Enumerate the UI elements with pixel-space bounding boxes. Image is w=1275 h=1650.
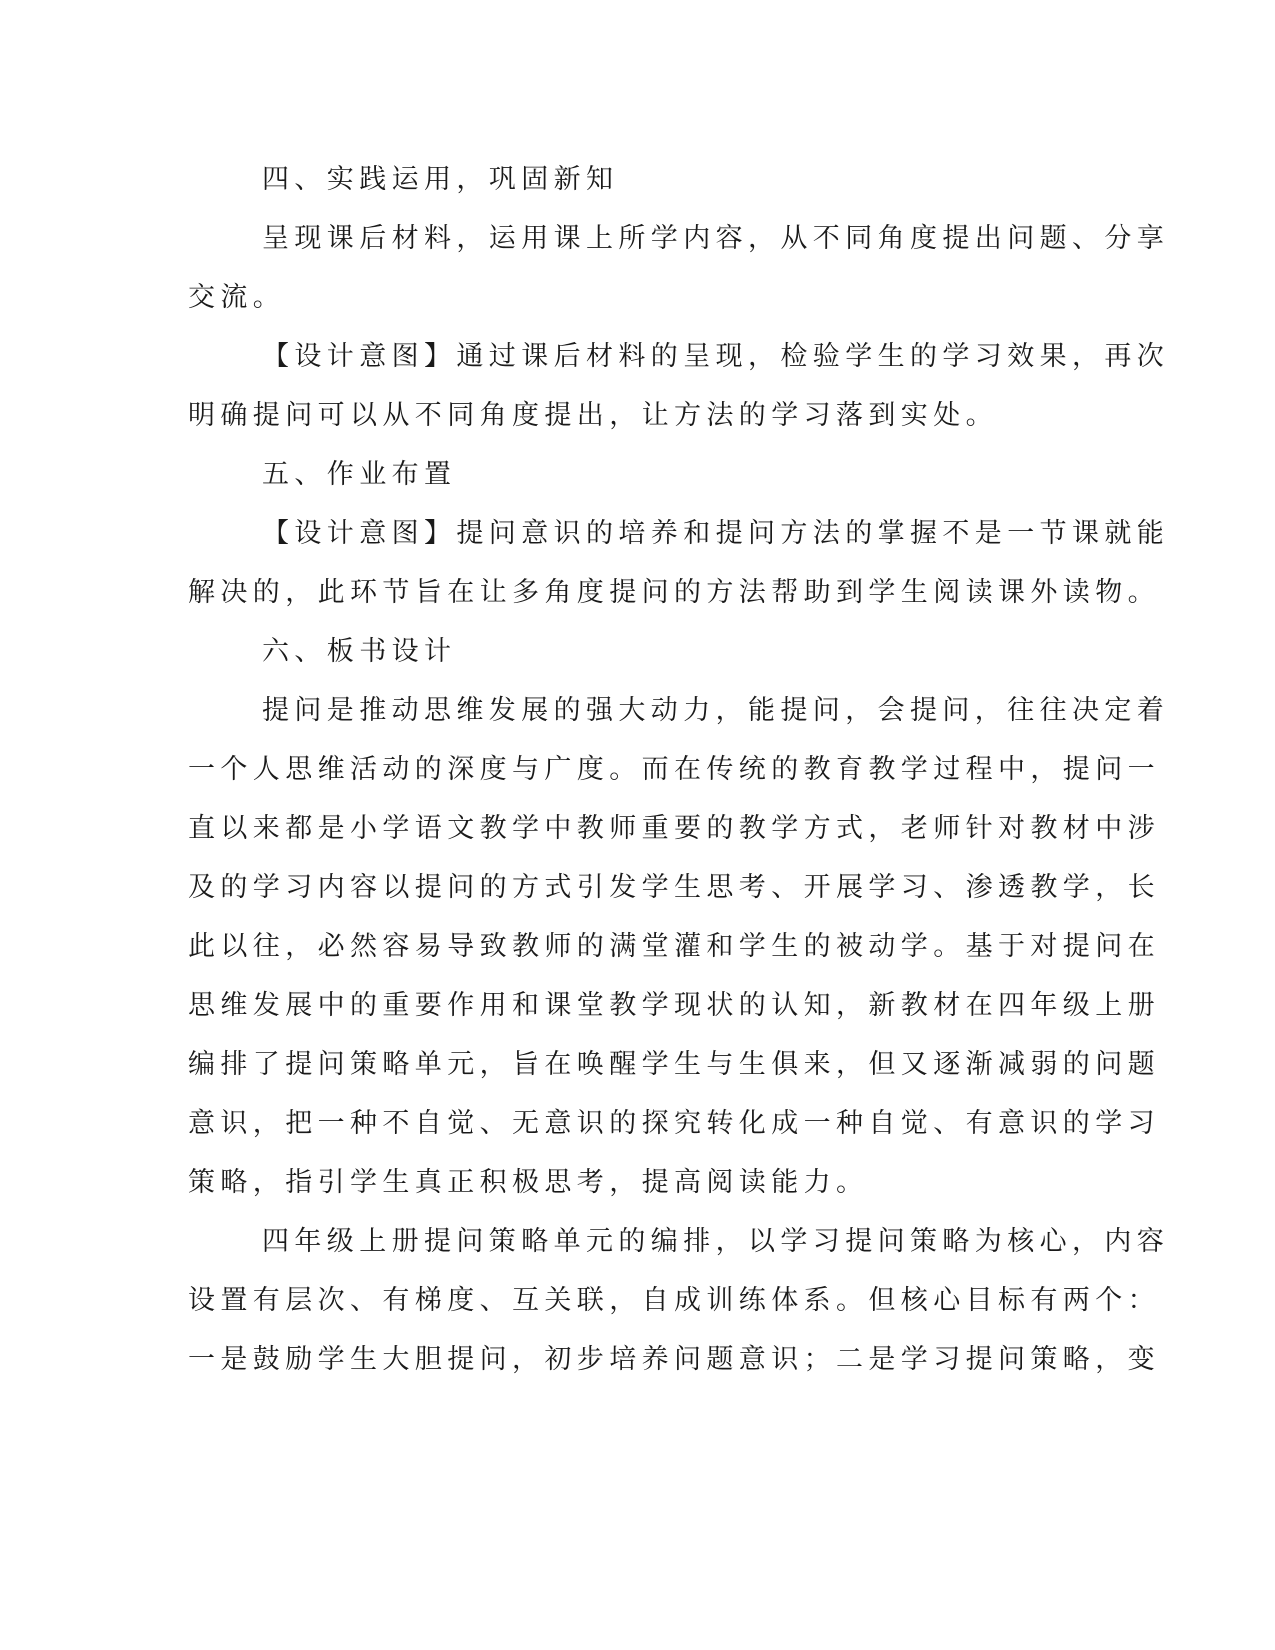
design-intent-line: 【设计意图】提问意识的培养和提问方法的掌握不是一节课就能 bbox=[262, 518, 1170, 549]
paragraph-line: 交流。 bbox=[188, 282, 286, 313]
paragraph-line: 意识，把一种不自觉、无意识的探究转化成一种自觉、有意识的学习 bbox=[188, 1108, 1160, 1139]
paragraph-line: 提问是推动思维发展的强大动力，能提问，会提问，往往决定着 bbox=[262, 695, 1170, 726]
paragraph-line: 解决的，此环节旨在让多角度提问的方法帮助到学生阅读课外读物。 bbox=[188, 577, 1160, 608]
paragraph-line: 策略，指引学生真正积极思考，提高阅读能力。 bbox=[188, 1167, 869, 1198]
paragraph-line: 直以来都是小学语文教学中教师重要的教学方式，老师针对教材中涉 bbox=[188, 813, 1160, 844]
paragraph-line: 明确提问可以从不同角度提出，让方法的学习落到实处。 bbox=[188, 400, 998, 431]
section-heading-practice: 四、实践运用，巩固新知 bbox=[262, 164, 619, 195]
section-heading-homework: 五、作业布置 bbox=[262, 459, 457, 490]
paragraph-line: 呈现课后材料，运用课上所学内容，从不同角度提出问题、分享 bbox=[262, 223, 1170, 254]
paragraph-line: 一个人思维活动的深度与广度。而在传统的教育教学过程中，提问一 bbox=[188, 754, 1160, 785]
paragraph-line: 思维发展中的重要作用和课堂教学现状的认知，新教材在四年级上册 bbox=[188, 990, 1160, 1021]
design-intent-line: 【设计意图】通过课后材料的呈现，检验学生的学习效果，再次 bbox=[262, 341, 1170, 372]
section-heading-board-design: 六、板书设计 bbox=[262, 636, 457, 667]
paragraph-line: 此以往，必然容易导致教师的满堂灌和学生的被动学。基于对提问在 bbox=[188, 931, 1160, 962]
paragraph-line: 及的学习内容以提问的方式引发学生思考、开展学习、渗透教学，长 bbox=[188, 872, 1160, 903]
paragraph-line: 编排了提问策略单元，旨在唤醒学生与生俱来，但又逐渐减弱的问题 bbox=[188, 1049, 1160, 1080]
paragraph-line: 四年级上册提问策略单元的编排，以学习提问策略为核心，内容 bbox=[262, 1226, 1170, 1257]
paragraph-line: 一是鼓励学生大胆提问，初步培养问题意识；二是学习提问策略，变 bbox=[188, 1344, 1160, 1375]
paragraph-line: 设置有层次、有梯度、互关联，自成训练体系。但核心目标有两个： bbox=[188, 1285, 1160, 1316]
